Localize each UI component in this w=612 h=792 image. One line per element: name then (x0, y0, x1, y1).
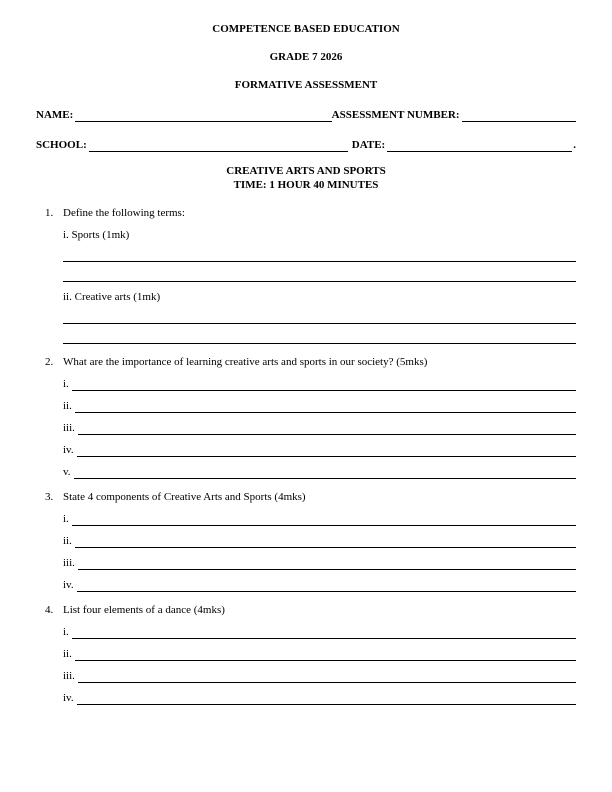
question-3-item-iv-answer-line[interactable] (77, 578, 576, 592)
question-2-item-iv-answer-line[interactable] (77, 443, 576, 457)
question-3-number: 3. (45, 491, 54, 503)
school-field[interactable] (89, 138, 348, 152)
assessment-number-field[interactable] (462, 108, 576, 122)
question-1-text: Define the following terms: (63, 207, 185, 219)
question-3-item-i-answer-line[interactable] (72, 512, 576, 526)
question-3-item-ii-answer-line[interactable] (75, 534, 576, 548)
question-4-item-iv (63, 683, 576, 705)
question-4-item-iv-answer-line[interactable] (77, 691, 576, 705)
question-2-item-v-label: v. (63, 466, 71, 478)
school-label: SCHOOL: (36, 139, 87, 151)
question-2-item-iii (63, 413, 576, 435)
question-1-number: 1. (45, 207, 54, 219)
exam-grade-year: GRADE 7 2026 (269, 51, 343, 63)
subject-title: CREATIVE ARTS AND SPORTS (226, 165, 386, 177)
question-3-item-iv (63, 570, 576, 592)
question-4-item-ii-label: ii. (63, 648, 72, 660)
assessment-number-label: ASSESSMENT NUMBER: (331, 109, 460, 121)
question-4-item-iv-label: iv. (63, 692, 74, 704)
question-2-item-iv (63, 435, 576, 457)
question-1-heading (36, 206, 576, 220)
question-2-item-i-label: i. (63, 378, 69, 390)
question-2-heading (36, 355, 576, 369)
question-3-item-iii-answer-line[interactable] (78, 556, 576, 570)
question-2-item-i (63, 369, 576, 391)
question-4-item-iii-label: iii. (63, 670, 75, 682)
question-2-item-iii-answer-line[interactable] (78, 421, 576, 435)
question-1 (36, 206, 576, 344)
question-4-item-iii (63, 661, 576, 683)
question-3-item-ii (63, 526, 576, 548)
question-2-item-iv-label: iv. (63, 444, 74, 456)
question-4-item-i (63, 617, 576, 639)
name-assessment-row (36, 106, 576, 122)
question-2 (36, 355, 576, 479)
question-2-item-i-answer-line[interactable] (72, 377, 576, 391)
question-3 (36, 490, 576, 592)
question-3-heading (36, 490, 576, 504)
question-3-item-iv-label: iv. (63, 579, 74, 591)
question-1-part-i-label: i. Sports (1mk) (63, 229, 130, 241)
question-4-number: 4. (45, 604, 54, 616)
question-4-item-iii-answer-line[interactable] (78, 669, 576, 683)
question-2-item-ii-answer-line[interactable] (75, 399, 576, 413)
question-2-item-v-answer-line[interactable] (74, 465, 576, 479)
question-2-item-v (63, 457, 576, 479)
question-4-item-i-label: i. (63, 626, 69, 638)
question-3-item-iii-label: iii. (63, 557, 75, 569)
time-allowed: TIME: 1 HOUR 40 MINUTES (233, 178, 379, 191)
date-field[interactable] (387, 138, 572, 152)
school-date-row (36, 136, 576, 152)
question-2-item-ii-label: ii. (63, 400, 72, 412)
question-2-number: 2. (45, 356, 54, 368)
subject-block (36, 165, 576, 192)
question-4-text: List four elements of a dance (4mks) (63, 604, 225, 616)
question-1-part-i-answer-line-1[interactable] (63, 242, 576, 262)
question-4 (36, 603, 576, 705)
question-3-item-iii (63, 548, 576, 570)
date-label: DATE: (351, 139, 386, 151)
question-3-item-i-label: i. (63, 513, 69, 525)
question-3-item-ii-label: ii. (63, 535, 72, 547)
exam-title: COMPETENCE BASED EDUCATION (212, 23, 400, 35)
question-1-part-ii-answer-line-1[interactable] (63, 304, 576, 324)
question-3-item-i (63, 504, 576, 526)
question-4-item-i-answer-line[interactable] (72, 625, 576, 639)
question-1-part-ii-answer-line-2[interactable] (63, 324, 576, 344)
name-label: NAME: (36, 109, 74, 121)
question-4-item-ii (63, 639, 576, 661)
question-1-part-ii-label: ii. Creative arts (1mk) (63, 291, 161, 303)
question-3-text: State 4 components of Creative Arts and Sports (4mks) (63, 491, 306, 503)
exam-assessment-type: FORMATIVE ASSESSMENT (234, 79, 378, 91)
name-field[interactable] (75, 108, 331, 122)
date-period: . (573, 139, 577, 151)
question-2-item-ii (63, 391, 576, 413)
question-4-item-ii-answer-line[interactable] (75, 647, 576, 661)
question-2-text: What are the importance of learning creative arts and sports in our society? (5mks) (63, 356, 428, 368)
question-1-part-i-answer-line-2[interactable] (63, 262, 576, 282)
question-2-item-iii-label: iii. (63, 422, 75, 434)
questions-section (36, 206, 576, 705)
question-4-heading (36, 603, 576, 617)
